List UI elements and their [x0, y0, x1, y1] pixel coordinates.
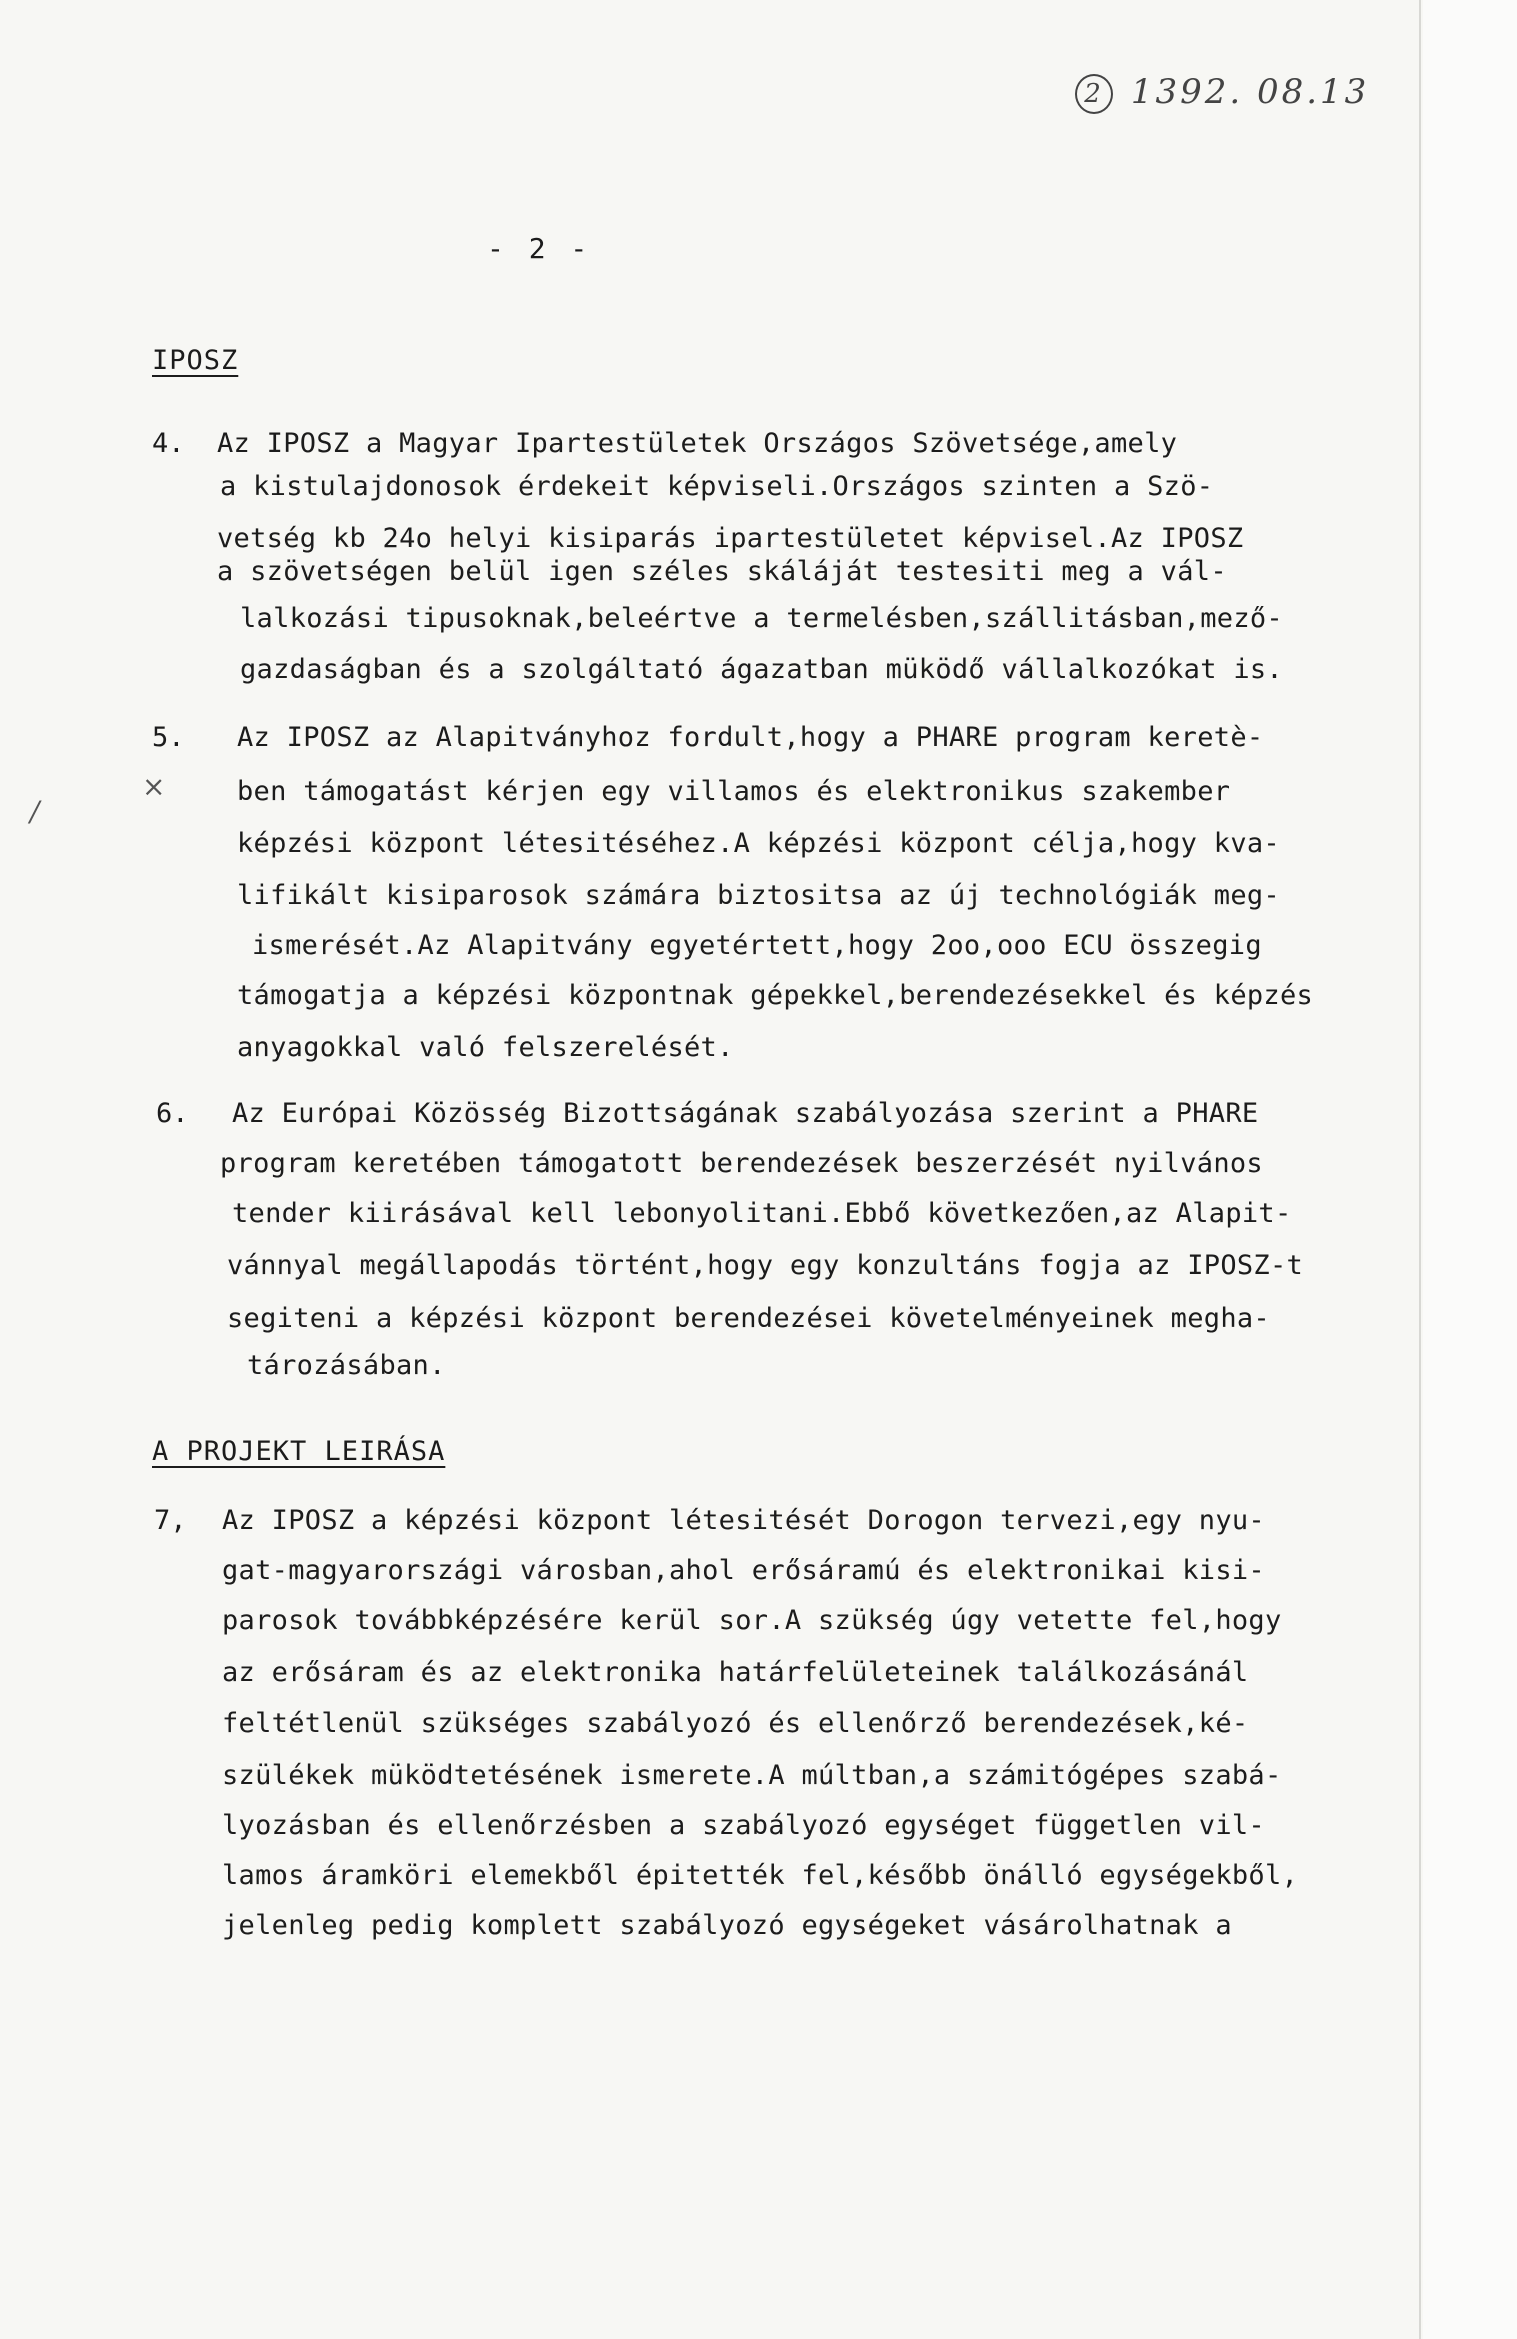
paragraph-line: feltétlenül szükséges szabályozó és ellenőrző berendezések,ké- — [222, 1708, 1249, 1739]
handwritten-reference: 1392. 08.13 — [1130, 72, 1370, 112]
paragraph-number: 4. — [152, 428, 185, 459]
page-number: - 2 - — [487, 232, 592, 265]
paragraph-line: támogatja a képzési központnak gépekkel,berendezésekkel és képzés — [237, 980, 1314, 1011]
paragraph-line: tender kiirásával kell lebonyolitani.Ebbő következően,az Alapit- — [232, 1198, 1292, 1229]
paragraph-number: 5. — [152, 722, 185, 753]
paragraph-line: anyagokkal való felszerelését. — [237, 1032, 734, 1063]
paragraph-line: a kistulajdonosok érdekeit képviseli.Országos szinten a Szö- — [220, 471, 1214, 502]
margin-pen-mark: × — [142, 770, 166, 803]
paragraph-line: képzési központ létesitéséhez.A képzési központ célja,hogy kva- — [237, 828, 1280, 859]
paragraph-line: lifikált kisiparosok számára biztositsa az új technológiák meg- — [237, 880, 1280, 911]
paragraph-number: 7, — [154, 1505, 187, 1536]
paragraph-line: a szövetségen belül igen széles skáláját testesiti meg a vál- — [217, 556, 1227, 587]
paragraph-line: Az IPOSZ a Magyar Ipartestületek Országos Szövetsége,amely — [217, 428, 1178, 459]
paragraph-line: szülékek müködtetésének ismerete.A múltban,a számitógépes szabá- — [222, 1760, 1282, 1791]
paragraph-line: tározásában. — [247, 1350, 446, 1381]
paragraph-line: lalkozási tipusoknak,beleértve a termelésben,szállitásban,mező- — [240, 603, 1283, 634]
paragraph-line: parosok továbbképzésére kerül sor.A szükség úgy vetette fel,hogy — [222, 1605, 1282, 1636]
paragraph-line: Az IPOSZ a képzési központ létesitését Dorogon tervezi,egy nyu- — [222, 1505, 1265, 1536]
page-edge — [1419, 0, 1421, 2339]
section-heading-projekt-leirasa: A PROJEKT LEIRÁSA — [152, 1436, 446, 1467]
paragraph-line: program keretében támogatott berendezések beszerzését nyilvános — [220, 1148, 1263, 1179]
handwritten-reference-note — [1075, 72, 1369, 114]
paragraph-line: ben támogatást kérjen egy villamos és elektronikus szakember — [237, 776, 1231, 807]
paragraph-line: vánnyal megállapodás történt,hogy egy konzultáns fogja az IPOSZ-t — [227, 1250, 1304, 1281]
paragraph-line: gat-magyarországi városban,ahol erősáramú és elektronikai kisi- — [222, 1555, 1265, 1586]
paragraph-line: jelenleg pedig komplett szabályozó egységeket vásárolhatnak a — [222, 1910, 1232, 1941]
paragraph-line: Az IPOSZ az Alapitványhoz fordult,hogy a PHARE program keretè- — [237, 722, 1264, 753]
section-heading-iposz: IPOSZ — [152, 345, 239, 376]
paragraph-line: gazdaságban és a szolgáltató ágazatban müködő vállalkozókat is. — [240, 654, 1283, 685]
paragraph-line: Az Európai Közösség Bizottságának szabályozása szerint a PHARE — [232, 1098, 1259, 1129]
paragraph-line: segiteni a képzési központ berendezései követelményeinek megha- — [227, 1303, 1270, 1334]
margin-pen-mark: / — [30, 795, 40, 828]
circled-number: 2 — [1075, 74, 1113, 114]
paragraph-line: lyozásban és ellenőrzésben a szabályozó egységet független vil- — [222, 1810, 1265, 1841]
paragraph-line: vetség kb 24o helyi kisiparás ipartestületet képvisel.Az IPOSZ — [217, 523, 1244, 554]
paragraph-line: az erősáram és az elektronika határfelületeinek találkozásánál — [222, 1657, 1249, 1688]
paragraph-number: 6. — [156, 1098, 189, 1129]
paragraph-line: ismerését.Az Alapitvány egyetértett,hogy 2oo,ooo ECU összegig — [252, 930, 1262, 961]
paragraph-line: lamos áramköri elemekből épitették fel,később önálló egységekből, — [222, 1860, 1299, 1891]
page-margin — [1423, 0, 1517, 2339]
